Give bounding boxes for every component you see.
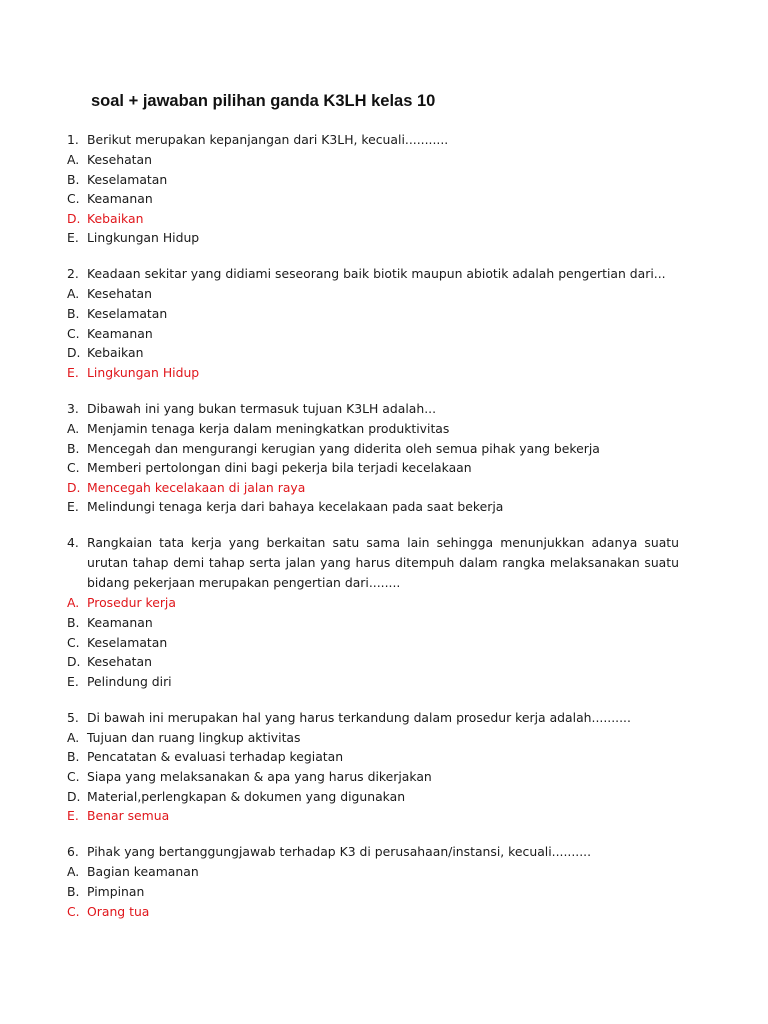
answer-option bbox=[67, 150, 679, 170]
answer-option-correct bbox=[67, 902, 679, 922]
option-text: Menjamin tenaga kerja dalam meningkatkan produktivitas bbox=[87, 420, 450, 436]
option-text: Lingkungan Hidup bbox=[87, 230, 200, 246]
option-text: Mencegah kecelakaan di jalan raya bbox=[87, 479, 306, 495]
option-letter: E. bbox=[67, 364, 79, 380]
option-letter: D. bbox=[67, 479, 81, 495]
option-text: Kesehatan bbox=[87, 286, 152, 302]
question-stem bbox=[67, 842, 679, 862]
option-letter: D. bbox=[67, 788, 81, 804]
option-text: Keselamatan bbox=[87, 634, 168, 650]
question-text: Pihak yang bertanggungjawab terhadap K3 di perusahaan/instansi, kecuali.......... bbox=[87, 844, 592, 860]
question-stem bbox=[67, 399, 679, 419]
answer-option bbox=[67, 767, 679, 787]
answer-option bbox=[67, 170, 679, 190]
answer-option bbox=[67, 728, 679, 748]
option-letter: E. bbox=[67, 808, 79, 824]
answer-option bbox=[67, 324, 679, 344]
option-text: Keselamatan bbox=[87, 171, 168, 187]
option-text: Keamanan bbox=[87, 325, 153, 341]
option-letter: C. bbox=[67, 634, 80, 650]
answer-option bbox=[67, 458, 679, 478]
option-list bbox=[67, 150, 679, 248]
answer-option bbox=[67, 652, 679, 672]
option-letter: C. bbox=[67, 769, 80, 785]
answer-option bbox=[67, 439, 679, 459]
answer-option bbox=[67, 862, 679, 882]
option-letter: C. bbox=[67, 460, 80, 476]
option-text: Pelindung diri bbox=[87, 673, 172, 689]
question-number: 6. bbox=[67, 844, 79, 860]
answer-option bbox=[67, 304, 679, 324]
option-text: Material,perlengkapan & dokumen yang digunakan bbox=[87, 788, 406, 804]
option-letter: B. bbox=[67, 171, 80, 187]
question-number: 2. bbox=[67, 266, 79, 282]
answer-option-correct bbox=[67, 806, 679, 826]
option-text: Prosedur kerja bbox=[87, 595, 176, 611]
answer-option bbox=[67, 613, 679, 633]
answer-option-correct bbox=[67, 478, 679, 498]
question-item bbox=[67, 264, 679, 382]
option-letter: C. bbox=[67, 191, 80, 207]
option-letter: A. bbox=[67, 420, 80, 436]
answer-option bbox=[67, 284, 679, 304]
answer-option bbox=[67, 787, 679, 807]
option-letter: C. bbox=[67, 325, 80, 341]
option-list bbox=[67, 419, 679, 517]
option-text: Mencegah dan mengurangi kerugian yang diderita oleh semua pihak yang bekerja bbox=[87, 440, 600, 456]
option-letter: C. bbox=[67, 903, 80, 919]
option-letter: A. bbox=[67, 864, 80, 880]
option-list bbox=[67, 728, 679, 826]
question-item bbox=[67, 842, 679, 921]
option-text: Kesehatan bbox=[87, 654, 152, 670]
option-letter: D. bbox=[67, 345, 81, 361]
answer-option-correct bbox=[67, 363, 679, 383]
option-text: Kebaikan bbox=[87, 345, 144, 361]
option-letter: A. bbox=[67, 286, 80, 302]
answer-option bbox=[67, 189, 679, 209]
question-number: 5. bbox=[67, 709, 79, 725]
option-letter: B. bbox=[67, 306, 80, 322]
answer-option bbox=[67, 672, 679, 692]
question-stem bbox=[67, 708, 679, 728]
option-text: Lingkungan Hidup bbox=[87, 364, 200, 380]
option-text: Bagian keamanan bbox=[87, 864, 199, 880]
question-number: 3. bbox=[67, 400, 79, 416]
option-text: Melindungi tenaga kerja dari bahaya kecelakaan pada saat bekerja bbox=[87, 499, 504, 515]
option-text: Pimpinan bbox=[87, 883, 145, 899]
question-item bbox=[67, 708, 679, 826]
option-letter: D. bbox=[67, 654, 81, 670]
option-text: Orang tua bbox=[87, 903, 150, 919]
question-text: Dibawah ini yang bukan termasuk tujuan K3LH adalah... bbox=[87, 400, 437, 416]
answer-option bbox=[67, 497, 679, 517]
option-text: Keamanan bbox=[87, 191, 153, 207]
question-number: 1. bbox=[67, 132, 79, 147]
question-stem bbox=[67, 264, 679, 284]
question-text: Berikut merupakan kepanjangan dari K3LH, kecuali........... bbox=[87, 132, 449, 147]
question-text: Di bawah ini merupakan hal yang harus terkandung dalam prosedur kerja adalah.......... bbox=[87, 709, 631, 725]
option-letter: A. bbox=[67, 729, 80, 745]
option-text: Memberi pertolongan dini bagi pekerja bila terjadi kecelakaan bbox=[87, 460, 472, 476]
option-text: Kebaikan bbox=[87, 210, 144, 226]
answer-option bbox=[67, 228, 679, 248]
question-stem bbox=[67, 130, 679, 150]
option-letter: E. bbox=[67, 499, 79, 515]
answer-option bbox=[67, 633, 679, 653]
option-text: Benar semua bbox=[87, 808, 170, 824]
option-text: Keselamatan bbox=[87, 306, 168, 322]
option-list bbox=[67, 593, 679, 691]
option-letter: D. bbox=[67, 210, 81, 226]
answer-option bbox=[67, 419, 679, 439]
option-list bbox=[67, 862, 679, 921]
option-letter: A. bbox=[67, 152, 80, 167]
page-title: soal + jawaban pilihan ganda K3LH kelas 10 bbox=[91, 92, 436, 110]
question-item bbox=[67, 130, 679, 248]
option-text: Pencatatan & evaluasi terhadap kegiatan bbox=[87, 749, 344, 765]
option-letter: E. bbox=[67, 673, 79, 689]
answer-option bbox=[67, 882, 679, 902]
option-letter: B. bbox=[67, 749, 80, 765]
question-item bbox=[67, 399, 679, 517]
answer-option-correct bbox=[67, 593, 679, 613]
answer-option bbox=[67, 747, 679, 767]
question-stem bbox=[67, 533, 679, 593]
option-text: Siapa yang melaksanakan & apa yang harus dikerjakan bbox=[87, 769, 432, 785]
question-item bbox=[67, 533, 679, 691]
question-list bbox=[67, 130, 679, 938]
option-letter: B. bbox=[67, 883, 80, 899]
answer-option-correct bbox=[67, 209, 679, 229]
option-text: Kesehatan bbox=[87, 152, 152, 167]
question-text: Keadaan sekitar yang didiami seseorang baik biotik maupun abiotik adalah pengertian dari... bbox=[87, 266, 666, 282]
option-letter: B. bbox=[67, 615, 80, 630]
option-text: Keamanan bbox=[87, 615, 153, 630]
option-letter: B. bbox=[67, 440, 80, 456]
answer-option bbox=[67, 343, 679, 363]
question-text: Rangkaian tata kerja yang berkaitan satu sama lain sehingga menunjukkan adanya suatu urutan tahap demi tahap serta jalan yang harus ditempuh dalam rangka melaksanakan suatu bidang pekerjaan merupakan pengertian dari........ bbox=[87, 535, 679, 591]
option-letter: E. bbox=[67, 230, 79, 246]
option-list bbox=[67, 284, 679, 382]
question-number: 4. bbox=[67, 535, 79, 551]
option-letter: A. bbox=[67, 595, 80, 611]
option-text: Tujuan dan ruang lingkup aktivitas bbox=[87, 729, 301, 745]
